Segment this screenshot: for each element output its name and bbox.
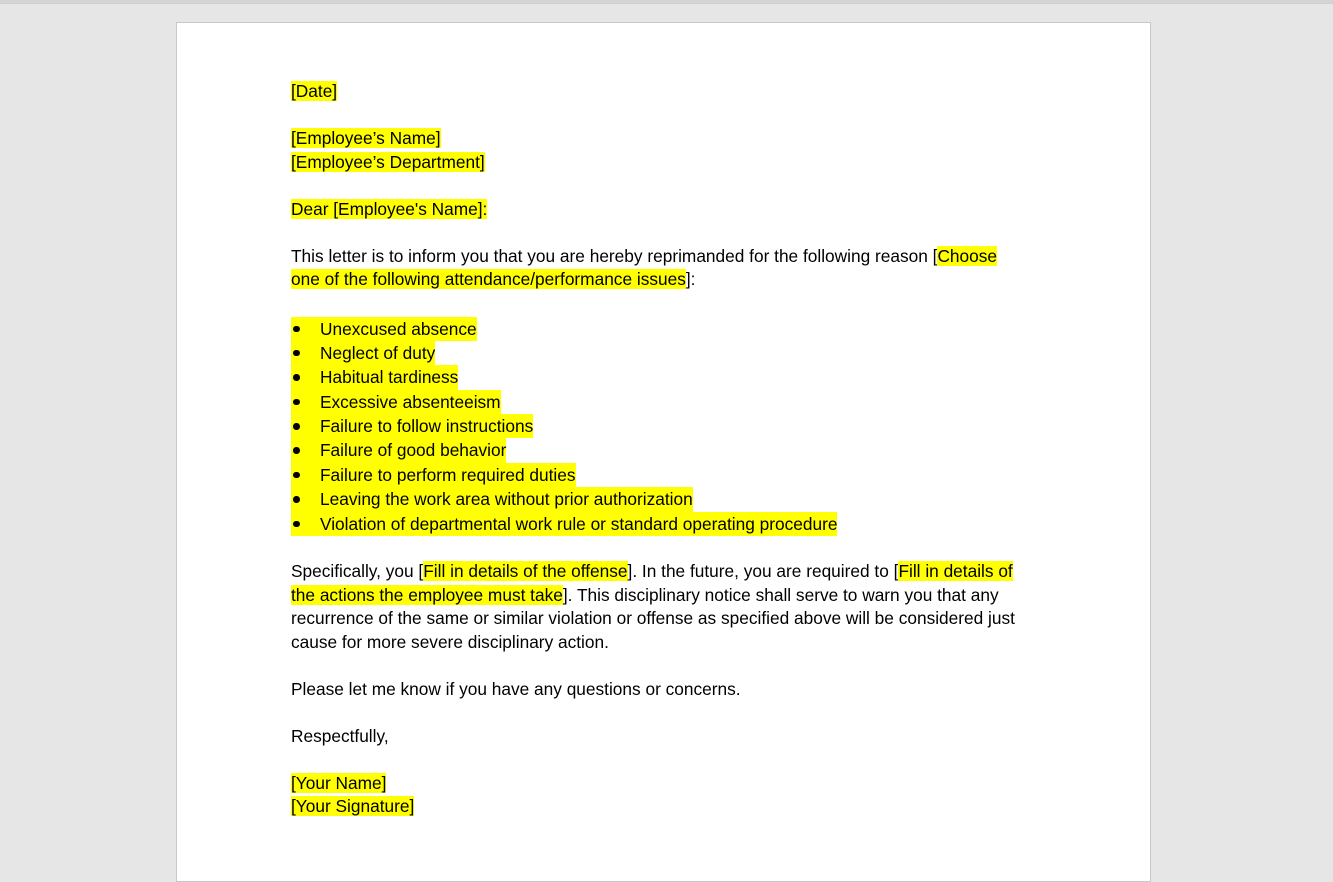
date-line bbox=[291, 80, 1051, 104]
list-item: Unexcused absence bbox=[291, 317, 1051, 341]
bullet-icon bbox=[291, 438, 320, 462]
salutation: Dear [Employee's Name]: bbox=[291, 198, 488, 219]
your-signature-placeholder: [Your Signature] bbox=[291, 796, 415, 817]
list-item: Violation of departmental work rule or standard operating procedure bbox=[291, 512, 1051, 536]
your-name-placeholder: [Your Name] bbox=[291, 772, 387, 793]
bullet-icon bbox=[291, 365, 320, 389]
list-item: Leaving the work area without prior authorization bbox=[291, 487, 1051, 511]
bullet-icon bbox=[291, 463, 320, 487]
bullet-icon bbox=[291, 317, 320, 341]
signoff: Respectfully, bbox=[291, 725, 389, 746]
issues-list bbox=[291, 317, 1051, 537]
employee-department-placeholder: [Employee’s Department] bbox=[291, 151, 485, 172]
bullet-icon bbox=[291, 512, 320, 536]
list-item: Excessive absenteeism bbox=[291, 390, 1051, 414]
salutation-line bbox=[291, 198, 1051, 222]
list-item: Habitual tardiness bbox=[291, 365, 1051, 389]
window-top-border bbox=[0, 0, 1333, 4]
bullet-icon bbox=[291, 414, 320, 438]
intro-highlight-1: Choose bbox=[937, 245, 998, 266]
letter-body[interactable] bbox=[291, 80, 1051, 819]
list-item: Neglect of duty bbox=[291, 341, 1051, 365]
document-page[interactable] bbox=[176, 22, 1151, 882]
employee-name-line bbox=[291, 127, 1051, 151]
closing-question: Please let me know if you have any questions or concerns. bbox=[291, 678, 741, 699]
list-item: Failure to perform required duties bbox=[291, 463, 1051, 487]
your-name-line bbox=[291, 772, 1051, 796]
specifics-paragraph: Specifically, you [Fill in details of the offense]. In the future, you are required to [Fill in details of the actions the employee must take]. This disciplinary notice shall serve to warn you that any recurrence of the same or similar violation or offense as specified above will be considered just cause for more severe disciplinary action. bbox=[291, 561, 1015, 652]
employee-name-placeholder: [Employee’s Name] bbox=[291, 128, 441, 148]
intro-text: This letter is to inform you that you are hereby reprimanded for the following reason [ bbox=[291, 245, 938, 266]
bullet-icon bbox=[291, 390, 320, 414]
list-item: Failure of good behavior bbox=[291, 438, 1051, 462]
bullet-icon bbox=[291, 341, 320, 365]
your-signature-line bbox=[291, 795, 1051, 819]
actions-placeholder-2: the actions the employee must take bbox=[291, 584, 563, 605]
intro-paragraph bbox=[291, 245, 1051, 292]
offense-placeholder: Fill in details of the offense bbox=[423, 561, 628, 582]
date-placeholder: [Date] bbox=[291, 81, 338, 101]
intro-tail: ]: bbox=[685, 269, 696, 289]
list-item: Failure to follow instructions bbox=[291, 414, 1051, 438]
actions-placeholder-1: Fill in details of bbox=[898, 561, 1013, 582]
employee-department-line bbox=[291, 151, 1051, 175]
intro-highlight-2: one of the following attendance/performance issues bbox=[291, 269, 686, 289]
bullet-icon bbox=[291, 487, 320, 511]
